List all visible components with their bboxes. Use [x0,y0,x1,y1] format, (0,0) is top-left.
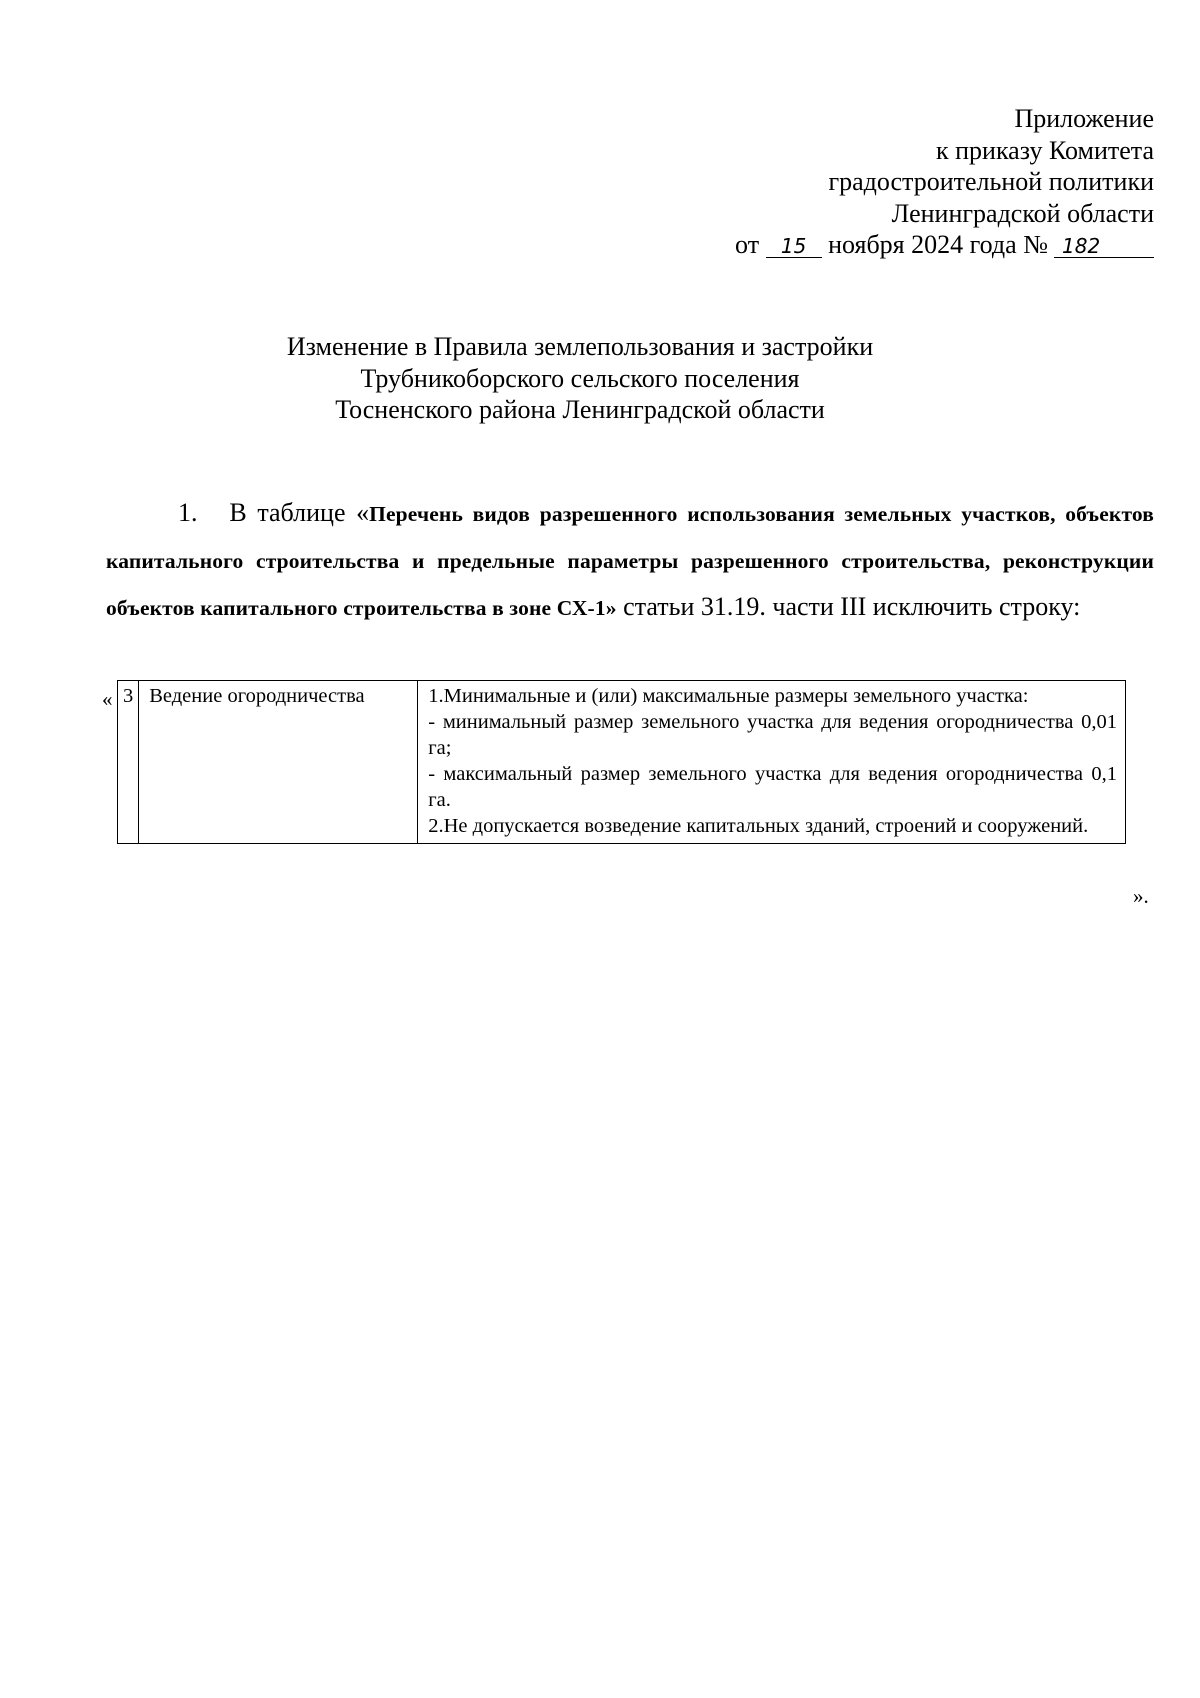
handwritten-day: 15 [766,235,822,258]
close-quote: ». [1133,884,1149,908]
excluded-row-table [117,680,1126,844]
document-title [180,331,980,426]
approval-month-year: ноября 2024 года [828,230,1017,259]
paragraph-tail: статьи 31.19. части III исключить строку: [616,592,1081,621]
title-line-2: Трубникоборского сельского поселения [360,363,800,393]
parameter-line: 2.Не допускается возведение капитальных зданий, строений и сооружений. [428,815,1089,837]
approval-line-3: градостроительной политики [828,167,1154,196]
row-number-cell: 3 [118,681,139,844]
approval-date-line [594,229,1154,261]
parameter-line: - максимальный размер земельного участка для ведения огородничества 0,1 га. [428,763,1117,811]
parameter-line: 1.Минимальные и (или) максимальные размеры земельного участка: [428,685,1029,707]
title-line-3: Тосненского района Ленинградской области [335,395,825,424]
open-quote: « [102,687,113,711]
approval-from: от [735,230,760,259]
approval-line-1: Приложение [1014,104,1154,133]
approval-block [594,103,1154,261]
use-name-cell: Ведение огородничества [139,681,418,844]
approval-number-sign: № [1023,230,1048,259]
approval-line-2: к приказу Комитета [935,135,1154,165]
parameters-cell [418,681,1126,844]
paragraph-number: 1. [178,498,198,527]
paragraph-table-title: Перечень видов разрешенного использования земельных участков, объектов капитального строительства и предельные параметры разрешенного строительства, реконструкции объектов капитального строительства в зоне СХ-1» [106,502,1154,620]
title-line-1: Изменение в Правила землепользования и застройки [286,332,874,361]
handwritten-number: 182 [1054,235,1154,258]
table-row [118,681,1126,844]
amendment-paragraph [106,490,1154,631]
paragraph-intro: В таблице « [229,498,370,527]
approval-line-4: Ленинградской области [891,198,1154,228]
parameter-line: - минимальный размер земельного участка для ведения огородничества 0,01 га; [428,711,1117,759]
